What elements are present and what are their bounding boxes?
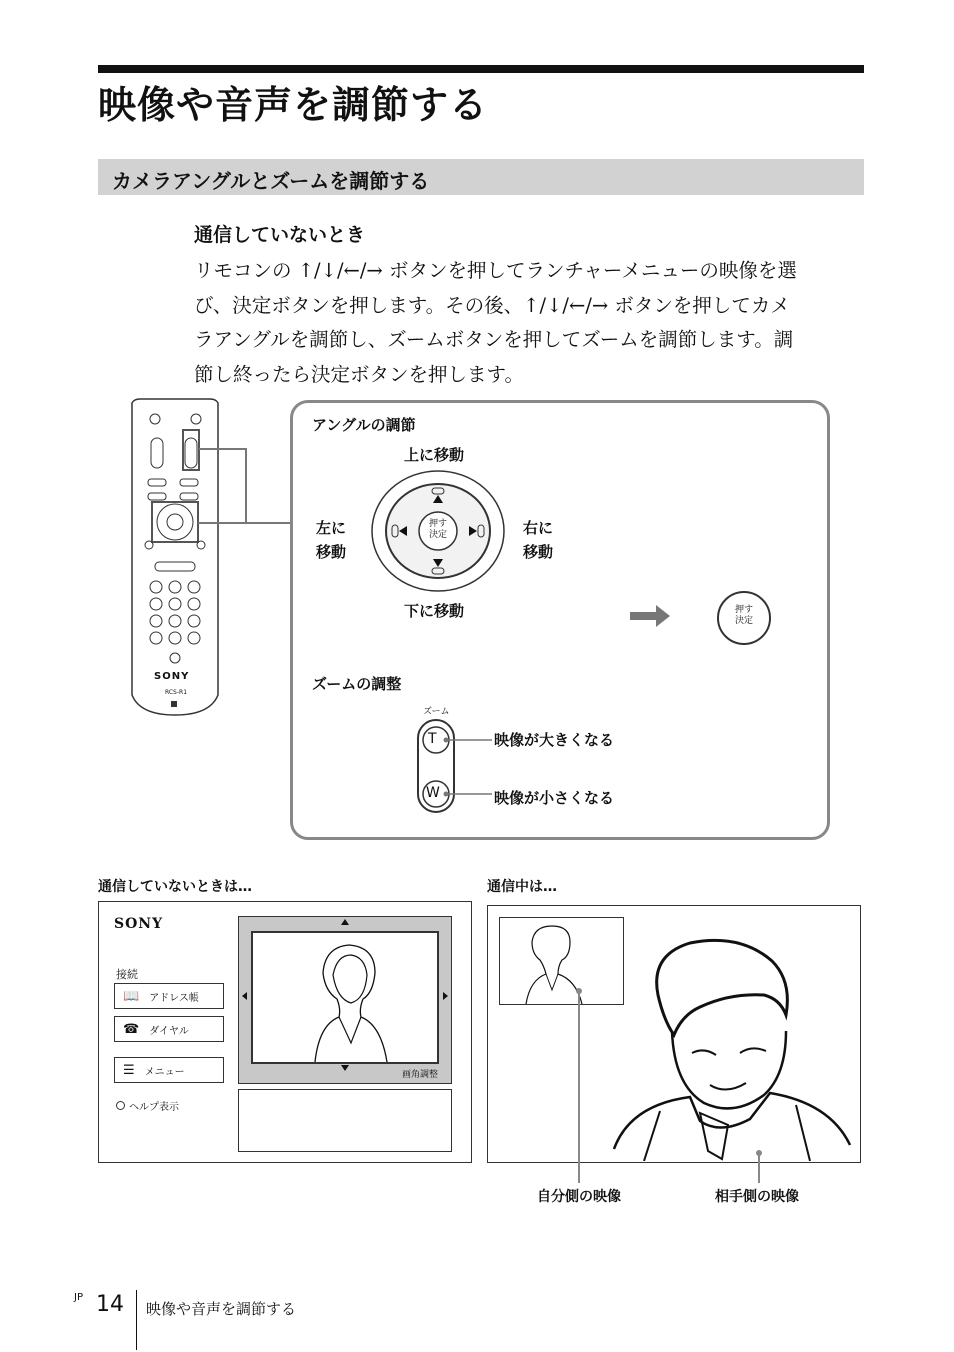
footer-divider — [136, 1290, 137, 1350]
woman-portrait-image — [253, 933, 437, 1062]
body-line: ラアングルを調節し、ズームボタンを押してズームを調節します。調 — [194, 328, 794, 351]
angle-heading: アングルの調節 — [312, 416, 416, 434]
remote-model: RCS-R1 — [165, 689, 188, 696]
address-book-icon: 📖 — [123, 988, 140, 1004]
help-display-label: ヘルプ表示 — [129, 1102, 179, 1113]
preview-video — [251, 931, 439, 1064]
angle-adjust-label: 画角調整 — [402, 1070, 439, 1080]
menu-label: メニュー — [144, 1066, 185, 1078]
zoom-t: T — [428, 731, 437, 747]
label-up: 上に移動 — [404, 446, 465, 464]
phone-icon: ☎ — [123, 1021, 140, 1037]
self-view-label: 自分側の映像 — [537, 1189, 621, 1205]
label-right: 右に 移動 — [523, 519, 554, 561]
right-screen-caption: 通信中は… — [487, 879, 557, 895]
body-line: リモコンの ↑/↓/←/→ ボタンを押してランチャーメニューの映像を選 — [194, 259, 797, 282]
page-number: 14 — [96, 1292, 124, 1317]
dpad-center-label: 押す 決定 — [428, 519, 447, 540]
left-screen-caption: 通信していないときは… — [98, 879, 252, 895]
address-book-label: アドレス帳 — [149, 992, 199, 1004]
section-title: カメラアングルとズームを調節する — [112, 169, 430, 193]
label-left: 左に 移動 — [316, 519, 347, 561]
confirm-label: 押す 決定 — [734, 605, 753, 626]
body-line: 節し終ったら決定ボタンを押します。 — [194, 362, 524, 386]
zoom-out-label: 映像が小さくなる — [494, 789, 615, 807]
launcher-brand: SONY — [114, 916, 164, 932]
title-rule — [98, 65, 864, 73]
help-display-item[interactable] — [116, 1098, 179, 1113]
subheading: 通信していないとき — [194, 224, 366, 246]
menu-list-icon: ☰ — [123, 1062, 135, 1078]
info-box — [238, 1089, 452, 1152]
zoom-small-label: ズーム — [423, 707, 450, 717]
menu-button[interactable] — [114, 1057, 224, 1083]
zoom-heading: ズームの調整 — [312, 675, 402, 693]
zoom-w: W — [426, 785, 440, 801]
callout-lines — [560, 985, 780, 1185]
page-title: 映像や音声を調節する — [98, 83, 489, 127]
body-line: び、決定ボタンを押します。その後、↑/↓/←/→ ボタンを押してカメ — [194, 293, 790, 317]
remote-brand: SONY — [154, 671, 190, 682]
arrow-right-icon — [630, 605, 672, 627]
dial-button[interactable] — [114, 1016, 224, 1042]
zoom-in-label: 映像が大きくなる — [494, 731, 615, 749]
remote-view-label: 相手側の映像 — [715, 1189, 799, 1205]
circle-icon — [116, 1101, 125, 1110]
address-book-button[interactable] — [114, 983, 224, 1009]
footer-section: 映像や音声を調節する — [146, 1300, 297, 1318]
connect-label: 接続 — [116, 968, 138, 981]
dial-label: ダイヤル — [149, 1025, 189, 1037]
body-text — [194, 254, 864, 392]
remote-illustration — [120, 395, 300, 725]
label-down: 下に移動 — [404, 602, 465, 620]
footer-lang: JP — [74, 1292, 83, 1303]
